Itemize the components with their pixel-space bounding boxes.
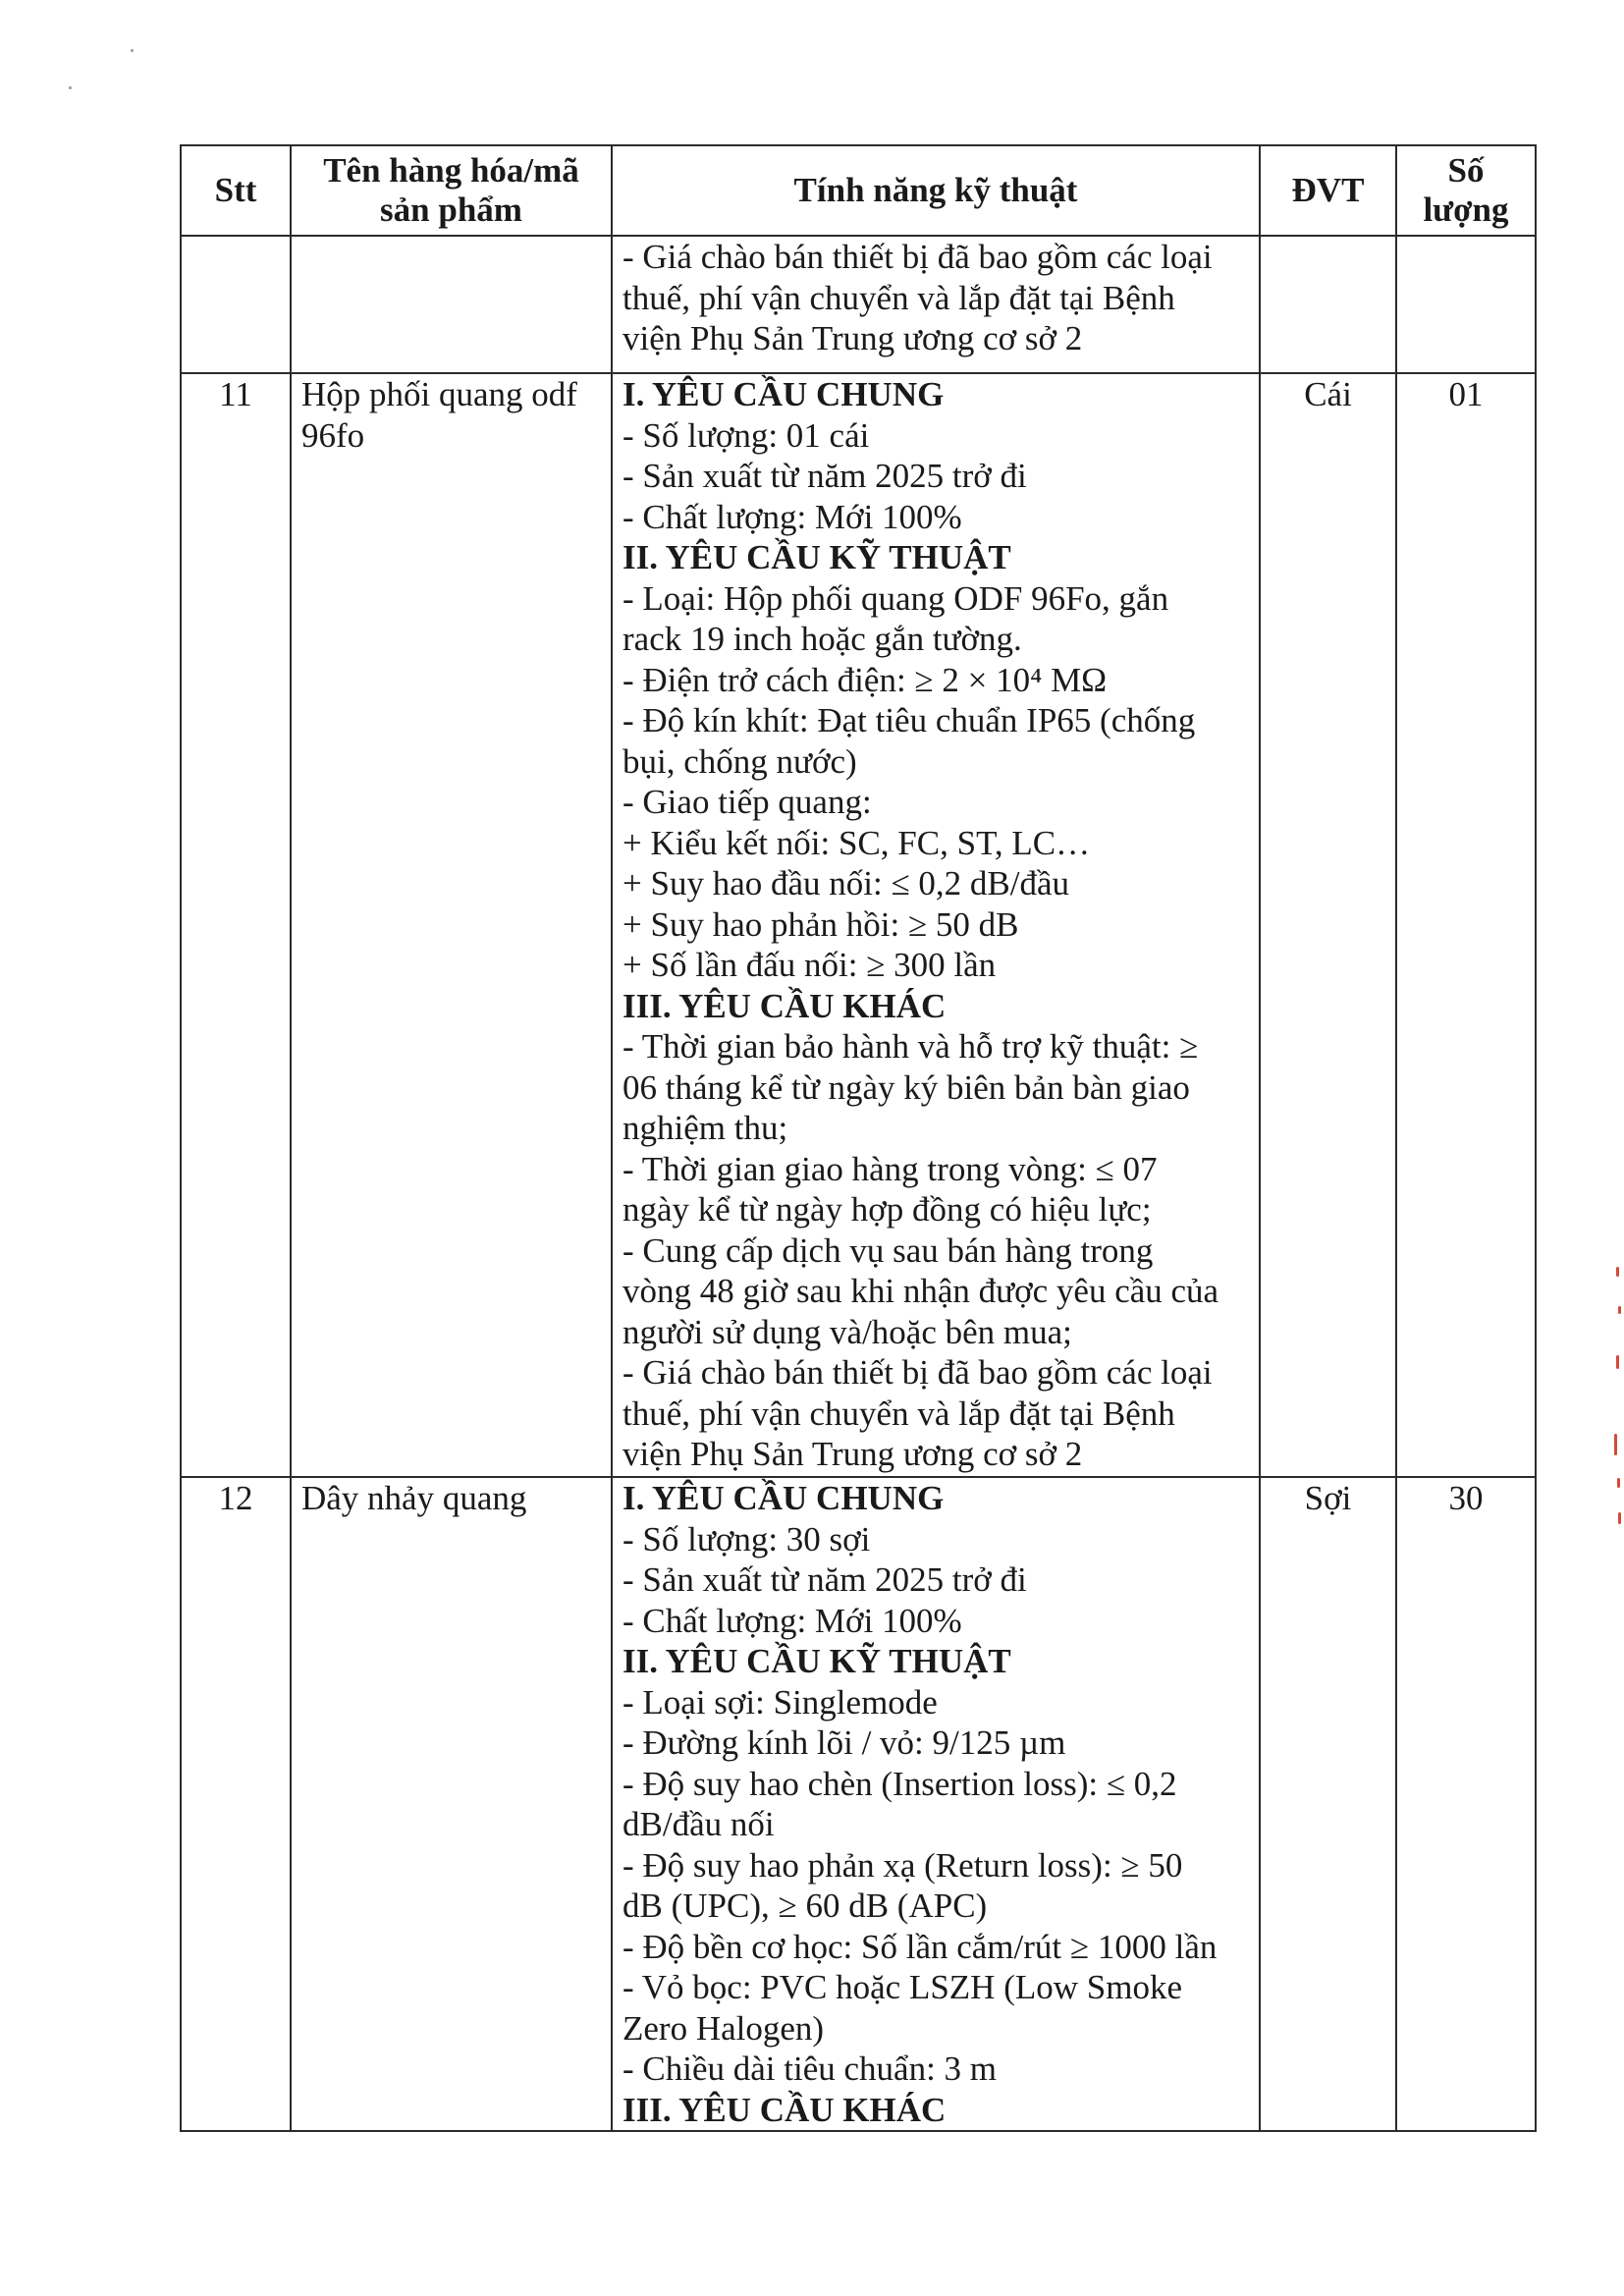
- feature-line: + Số lần đấu nối: ≥ 300 lần: [623, 946, 997, 984]
- feature-line: người sử dụng và/hoặc bên mua;: [623, 1312, 1072, 1351]
- header-stt: Stt: [181, 145, 291, 236]
- cell-unit: Cái: [1260, 373, 1396, 1477]
- section-heading: II. YÊU CẦU KỸ THUẬT: [623, 538, 1011, 576]
- cell-stt: 11: [181, 373, 291, 1477]
- cell-unit: [1260, 236, 1396, 373]
- cell-technical-features: [612, 1477, 1260, 2131]
- section-heading: II. YÊU CẦU KỸ THUẬT: [623, 1642, 1011, 1680]
- feature-line: Zero Halogen): [623, 2008, 825, 2048]
- header-technical-features: Tính năng kỹ thuật: [612, 145, 1260, 236]
- feature-line: - Giá chào bán thiết bị đã bao gồm các loại: [623, 1353, 1213, 1392]
- feature-line: - Giao tiếp quang:: [623, 783, 872, 821]
- feature-line: - Số lượng: 30 sợi: [623, 1519, 871, 1558]
- cell-product-name: [291, 236, 612, 373]
- feature-line: - Độ suy hao phản xạ (Return loss): ≥ 50: [623, 1845, 1183, 1885]
- feature-line: + Suy hao phản hồi: ≥ 50 dB: [623, 904, 1019, 944]
- feature-line: viện Phụ Sản Trung ương cơ sở 2: [623, 319, 1083, 357]
- cell-stt: [181, 236, 291, 373]
- table-row: [181, 373, 1536, 1477]
- red-seal-edge-marks: [1608, 1267, 1624, 1561]
- table-header-row: [181, 145, 1536, 236]
- feature-line: + Kiểu kết nối: SC, FC, ST, LC…: [623, 823, 1091, 862]
- feature-line: + Suy hao đầu nối: ≤ 0,2 dB/đầu: [623, 864, 1070, 902]
- scan-speck: [131, 49, 134, 52]
- cell-quantity: [1396, 236, 1536, 373]
- header-product-name: Tên hàng hóa/mã sản phẩm: [291, 145, 612, 236]
- cell-quantity: 01: [1396, 373, 1536, 1477]
- feature-line: - Độ bền cơ học: Số lần cắm/rút ≥ 1000 lần: [623, 1927, 1218, 1966]
- feature-line: - Vỏ bọc: PVC hoặc LSZH (Low Smoke: [623, 1968, 1182, 2006]
- feature-line: - Đường kính lõi / vỏ: 9/125 µm: [623, 1723, 1066, 1762]
- feature-line: - Giá chào bán thiết bị đã bao gồm các loại: [623, 238, 1213, 276]
- feature-line: - Điện trở cách điện: ≥ 2 × 10⁴ MΩ: [623, 660, 1108, 699]
- feature-line: - Số lượng: 01 cái: [623, 415, 870, 455]
- feature-line: ngày kể từ ngày hợp đồng có hiệu lực;: [623, 1190, 1152, 1229]
- feature-line: - Độ kín khít: Đạt tiêu chuẩn IP65 (chống: [623, 701, 1196, 739]
- section-heading: I. YÊU CẦU CHUNG: [623, 1479, 945, 1517]
- technical-spec-table: [180, 144, 1537, 2132]
- section-heading: I. YÊU CẦU CHUNG: [623, 375, 945, 413]
- header-unit: ĐVT: [1260, 145, 1396, 236]
- cell-technical-features: [612, 236, 1260, 373]
- feature-line: - Sản xuất từ năm 2025 trở đi: [623, 457, 1027, 495]
- feature-line: dB/đầu nối: [623, 1805, 775, 1843]
- cell-unit: Sợi: [1260, 1477, 1396, 2131]
- feature-line: - Sản xuất từ năm 2025 trở đi: [623, 1560, 1027, 1599]
- feature-line: - Thời gian bảo hành và hỗ trợ kỹ thuật: ≥: [623, 1027, 1199, 1066]
- cell-technical-features: [612, 373, 1260, 1477]
- feature-line: thuế, phí vận chuyển và lắp đặt tại Bệnh: [623, 278, 1175, 317]
- feature-line: - Loại: Hộp phối quang ODF 96Fo, gắn: [623, 578, 1169, 618]
- feature-line: rack 19 inch hoặc gắn tường.: [623, 620, 1022, 658]
- feature-line: nghiệm thu;: [623, 1109, 788, 1147]
- feature-line: - Cung cấp dịch vụ sau bán hàng trong: [623, 1230, 1154, 1270]
- section-heading: III. YÊU CẦU KHÁC: [623, 986, 947, 1025]
- feature-line: 06 tháng kể từ ngày ký biên bản bàn giao: [623, 1067, 1190, 1107]
- feature-line: bụi, chống nước): [623, 741, 857, 781]
- cell-quantity: 30: [1396, 1477, 1536, 2131]
- section-heading: III. YÊU CẦU KHÁC: [623, 2090, 947, 2129]
- table-row: [181, 236, 1536, 373]
- feature-line: - Loại sợi: Singlemode: [623, 1682, 938, 1722]
- cell-stt: 12: [181, 1477, 291, 2131]
- feature-line: thuế, phí vận chuyển và lắp đặt tại Bệnh: [623, 1394, 1175, 1433]
- cell-product-name: Dây nhảy quang: [291, 1477, 612, 2131]
- table-row: [181, 1477, 1536, 2131]
- feature-line: viện Phụ Sản Trung ương cơ sở 2: [623, 1435, 1083, 1473]
- feature-line: vòng 48 giờ sau khi nhận được yêu cầu của: [623, 1272, 1219, 1310]
- feature-line: - Chất lượng: Mới 100%: [623, 1601, 962, 1640]
- header-quantity: Số lượng: [1396, 145, 1536, 236]
- scan-speck: [69, 86, 72, 89]
- feature-line: - Độ suy hao chèn (Insertion loss): ≤ 0,2: [623, 1764, 1177, 1803]
- cell-product-name: Hộp phối quang odf 96fo: [291, 373, 612, 1477]
- feature-line: - Thời gian giao hàng trong vòng: ≤ 07: [623, 1149, 1158, 1188]
- feature-line: dB (UPC), ≥ 60 dB (APC): [623, 1886, 988, 1925]
- feature-line: - Chiều dài tiêu chuẩn: 3 m: [623, 2050, 998, 2088]
- feature-line: - Chất lượng: Mới 100%: [623, 497, 962, 536]
